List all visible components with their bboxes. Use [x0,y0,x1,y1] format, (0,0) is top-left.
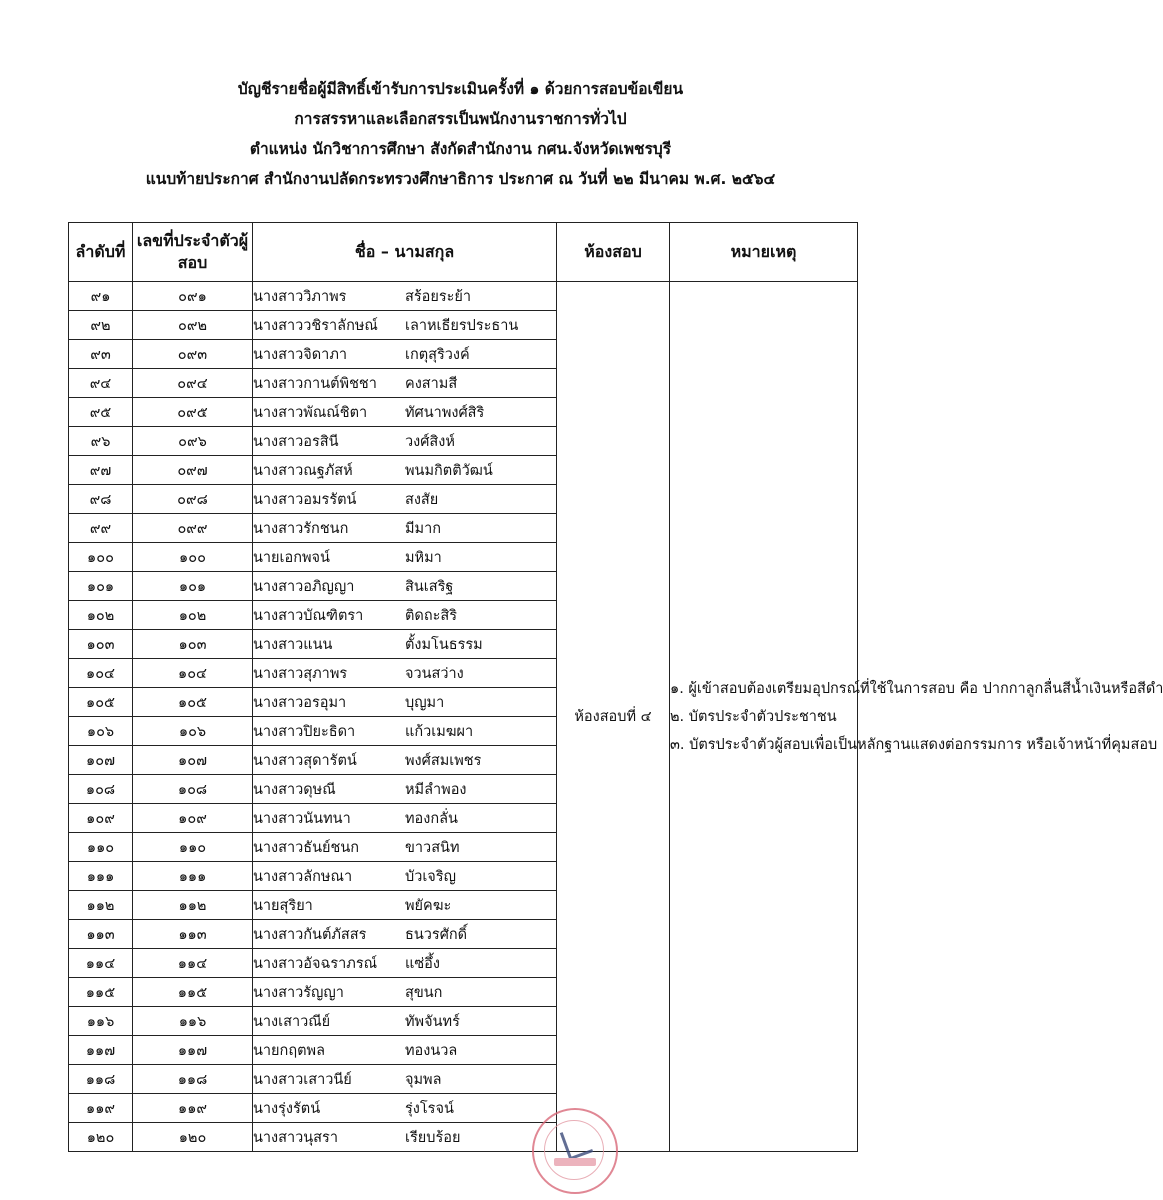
candidate-first-name: นางสาวธันย์ชนก [253,839,360,856]
candidate-first-name: นางสาวปิยะธิดา [253,723,356,740]
candidate-id: ๑๑๑ [133,862,253,891]
candidate-last-name: พยัคฆะ [405,897,452,914]
row-number: ๑๑๑ [69,862,133,891]
candidate-name [253,543,557,572]
candidate-name [253,311,557,340]
header-id: เลขที่ประจำตัวผู้สอบ [133,223,253,282]
candidate-id: ๑๐๕ [133,688,253,717]
candidate-id: ๑๐๐ [133,543,253,572]
remark-item: ๑. ผู้เข้าสอบต้องเตรียมอุปกรณ์ที่ใช้ในการสอบ คือ ปากกาลูกลื่นสีน้ำเงินหรือสีดำ [670,680,1163,697]
row-number: ๑๑๘ [69,1065,133,1094]
candidate-id: ๑๑๒ [133,891,253,920]
candidate-id: ๐๙๘ [133,485,253,514]
candidate-first-name: นางสาวสุภาพร [253,665,348,682]
row-number: ๑๑๕ [69,978,133,1007]
candidate-last-name: วงศ์สิงห์ [405,433,455,450]
candidate-id: ๑๐๑ [133,572,253,601]
row-number: ๑๐๒ [69,601,133,630]
candidate-name [253,978,557,1007]
table-row [69,282,858,311]
row-number: ๑๑๒ [69,891,133,920]
candidate-last-name: มหิมา [405,549,442,566]
remarks [670,282,1163,1152]
candidate-id: ๐๙๕ [133,398,253,427]
row-number: ๙๒ [69,311,133,340]
candidate-first-name: นายเอกพจน์ [253,549,330,566]
candidate-id: ๑๐๖ [133,717,253,746]
row-number: ๑๒๐ [69,1123,133,1152]
candidate-name [253,398,557,427]
candidate-id: ๐๙๖ [133,427,253,456]
remark-item: ๒. บัตรประจำตัวประชาชน [670,708,837,725]
candidate-name [253,1065,557,1094]
candidate-first-name: นางสาวรัญญา [253,984,344,1001]
header-no: ลำดับที่ [69,223,133,282]
candidate-first-name: นางสาวอรอุมา [253,694,347,711]
candidate-first-name: นางสาวสุดารัตน์ [253,752,357,769]
candidate-last-name: เรียบร้อย [405,1129,461,1146]
table-header-row [69,223,858,282]
candidate-last-name: บุญมา [405,694,445,711]
row-number: ๑๐๓ [69,630,133,659]
candidate-name [253,1094,557,1123]
candidate-first-name: นางสาววิภาพร [253,288,347,305]
candidate-id: ๑๑๙ [133,1094,253,1123]
candidate-name [253,485,557,514]
candidate-id: ๑๐๒ [133,601,253,630]
candidate-name [253,601,557,630]
row-number: ๑๑๓ [69,920,133,949]
candidate-name [253,1007,557,1036]
candidate-first-name: นางสาวพัณณ์ชิตา [253,404,368,421]
candidate-name [253,920,557,949]
candidate-last-name: ธนวรศักดิ์ [405,926,468,943]
row-number: ๙๖ [69,427,133,456]
candidate-last-name: หมีลำพอง [405,781,467,798]
row-number: ๑๐๕ [69,688,133,717]
candidate-name [253,427,557,456]
row-number: ๑๐๘ [69,775,133,804]
candidate-first-name: นางสาวนุสรา [253,1129,338,1146]
candidate-id: ๑๐๙ [133,804,253,833]
candidate-id: ๑๐๔ [133,659,253,688]
candidate-name [253,659,557,688]
row-number: ๙๔ [69,369,133,398]
row-number: ๑๑๐ [69,833,133,862]
row-number: ๑๐๐ [69,543,133,572]
title-line-2: การสรรหาและเลือกสรรเป็นพนักงานราชการทั่วไป [294,110,627,128]
candidate-first-name: นางสาวนันทนา [253,810,351,827]
remarks-list [670,675,1163,759]
title-line-4: แนบท้ายประกาศ สำนักงานปลัดกระทรวงศึกษาธิการ ประกาศ ณ วันที่ ๒๒ มีนาคม พ.ศ. ๒๕๖๔ [145,170,776,188]
row-number: ๑๐๔ [69,659,133,688]
candidate-first-name: นางสาวแนน [253,636,333,653]
candidate-last-name: พนมกิตติวัฒน์ [405,462,493,479]
candidate-last-name: ทองกลั่น [405,810,458,827]
candidate-id: ๑๑๕ [133,978,253,1007]
candidate-name [253,572,557,601]
candidate-name [253,456,557,485]
candidate-first-name: นางสาววชิราลักษณ์ [253,317,378,334]
candidate-last-name: บัวเจริญ [405,868,456,885]
candidate-name [253,891,557,920]
title-line-3: ตำแหน่ง นักวิชาการศึกษา สังกัดสำนักงาน กศน.จังหวัดเพชรบุรี [249,140,672,158]
row-number: ๑๑๖ [69,1007,133,1036]
candidate-id: ๑๑๐ [133,833,253,862]
candidate-last-name: พงศ์สมเพชร [405,752,482,769]
candidate-first-name: นายกฤตพล [253,1042,325,1059]
candidate-id: ๑๒๐ [133,1123,253,1152]
candidate-first-name: นางสาวดุษณี [253,781,336,798]
row-number: ๑๑๙ [69,1094,133,1123]
candidate-name [253,717,557,746]
candidate-last-name: ทองนวล [405,1042,458,1059]
candidate-name [253,630,557,659]
candidate-name [253,746,557,775]
candidate-first-name: นางเสาวณีย์ [253,1013,331,1030]
row-number: ๙๕ [69,398,133,427]
candidate-name [253,804,557,833]
candidate-id: ๑๑๔ [133,949,253,978]
candidate-first-name: นางสาวลักษณา [253,868,353,885]
row-number: ๑๑๔ [69,949,133,978]
row-number: ๑๑๗ [69,1036,133,1065]
candidate-id: ๑๑๖ [133,1007,253,1036]
candidate-first-name: นางสาวบัณฑิตรา [253,607,364,624]
candidate-last-name: แซ่อึ้ง [405,955,440,972]
row-number: ๙๑ [69,282,133,311]
candidate-last-name: ติดถะสิริ [405,607,458,624]
candidate-last-name: ตั้งมโนธรรม [405,636,483,653]
candidate-name [253,282,557,311]
candidate-id: ๑๑๗ [133,1036,253,1065]
candidate-last-name: คงสามสี [405,375,458,392]
candidate-first-name: นางสาวอัจฉราภรณ์ [253,955,378,972]
candidate-table [68,222,1163,1152]
exam-room: ห้องสอบที่ ๔ [557,282,670,1152]
candidate-last-name: สินเสริฐ [405,578,454,595]
candidate-last-name: แก้วเมฆผา [405,723,474,740]
candidate-id: ๑๐๘ [133,775,253,804]
candidate-first-name: นายสุริยา [253,897,313,914]
row-number: ๙๘ [69,485,133,514]
candidate-last-name: สงสัย [405,491,439,508]
candidate-name [253,1123,557,1152]
candidate-id: ๐๙๙ [133,514,253,543]
candidate-last-name: ทัศนาพงศ์สิริ [405,404,485,421]
candidate-name [253,1036,557,1065]
candidate-first-name: นางสาวอภิญญา [253,578,355,595]
candidate-first-name: นางสาวเสาวนีย์ [253,1071,352,1088]
candidate-first-name: นางรุ่งรัตน์ [253,1100,321,1117]
remark-item: ๓. บัตรประจำตัวผู้สอบเพื่อเป็นหลักฐานแสดงต่อกรรมการ หรือเจ้าหน้าที่คุมสอบ [670,736,1158,753]
candidate-first-name: นางสาวอรสินี [253,433,339,450]
candidate-last-name: รุ่งโรจน์ [405,1100,454,1117]
document-header [60,74,861,194]
candidate-last-name: เกตุสุริวงค์ [405,346,470,363]
title-line-1: บัญชีรายชื่อผู้มีสิทธิ์เข้ารับการประเมินครั้งที่ ๑ ด้วยการสอบข้อเขียน [237,80,684,98]
candidate-last-name: เลาหเธียรประธาน [405,317,519,334]
candidate-name [253,688,557,717]
candidate-id: ๐๙๒ [133,311,253,340]
candidate-last-name: ขาวสนิท [405,839,460,856]
table-body [69,282,1163,1152]
candidate-id: ๐๙๔ [133,369,253,398]
candidate-last-name: สุขนก [405,984,443,1001]
candidate-last-name: สร้อยระย้า [405,288,472,305]
candidate-id: ๐๙๑ [133,282,253,311]
row-number: ๙๓ [69,340,133,369]
header-name: ชื่อ – นามสกุล [253,223,557,282]
candidate-id: ๑๑๓ [133,920,253,949]
candidate-name [253,514,557,543]
candidate-first-name: นางสาวกานต์พิชชา [253,375,377,392]
candidate-first-name: นางสาวรักชนก [253,520,349,537]
candidate-name [253,833,557,862]
row-number: ๑๐๑ [69,572,133,601]
candidate-first-name: นางสาวจิดาภา [253,346,348,363]
candidate-first-name: นางสาวณฐภัสห์ [253,462,353,479]
candidate-last-name: ทัพจันทร์ [405,1013,460,1030]
header-room: ห้องสอบ [557,223,670,282]
candidate-id: ๐๙๓ [133,340,253,369]
candidate-name [253,340,557,369]
candidate-name [253,775,557,804]
candidate-last-name: มีมาก [405,520,442,537]
candidate-last-name: จวนสว่าง [405,665,464,682]
row-number: ๑๐๗ [69,746,133,775]
candidate-last-name: จุมพล [405,1071,442,1088]
header-note: หมายเหตุ [670,223,858,282]
official-seal [532,1108,618,1194]
candidate-first-name: นางสาวกันต์ภัสสร [253,926,367,943]
candidate-first-name: นางสาวอมรรัตน์ [253,491,357,508]
candidate-id: ๐๙๗ [133,456,253,485]
candidate-id: ๑๐๓ [133,630,253,659]
candidate-id: ๑๑๘ [133,1065,253,1094]
candidate-id: ๑๐๗ [133,746,253,775]
candidate-name [253,369,557,398]
row-number: ๑๐๙ [69,804,133,833]
row-number: ๙๗ [69,456,133,485]
candidate-name [253,949,557,978]
row-number: ๑๐๖ [69,717,133,746]
candidate-name [253,862,557,891]
row-number: ๙๙ [69,514,133,543]
